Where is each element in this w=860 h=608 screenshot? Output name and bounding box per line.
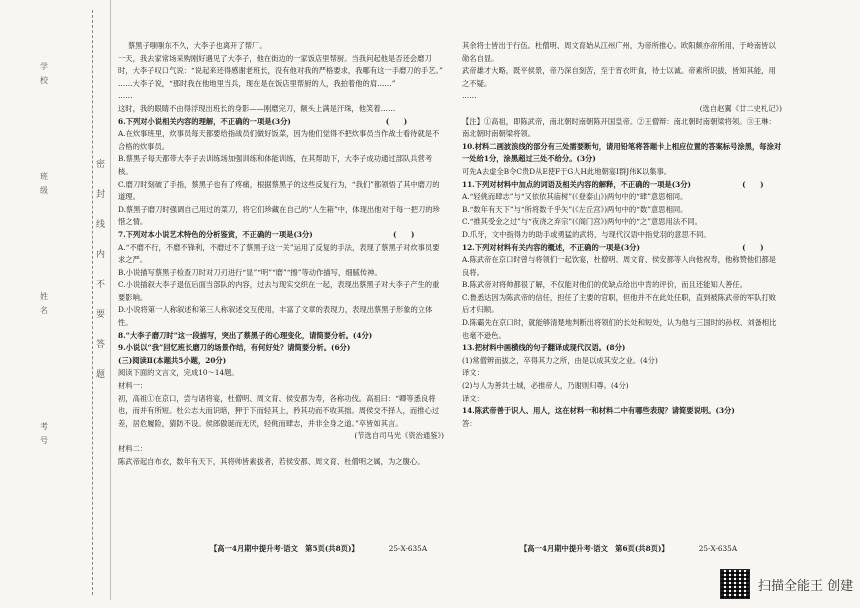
page-5-footer [210, 544, 427, 554]
page-6-footer [520, 544, 737, 554]
left-text-line: 阅读下面的文言文，完成10～14题。 [118, 368, 239, 378]
left-text-line: A.在炊事班里，炊事员每天都要给指战员们做好饭菜，因为他们觉得不把炊事员当作战士看待就是不合格的炊事员。 [118, 129, 440, 151]
page-5-footer-label: 【高一4月期中提升考·语文 第5页(共8页)】 [210, 544, 359, 553]
page-6-footer-label: 【高一4月期中提升考·语文 第6页(共8页)】 [520, 544, 669, 553]
left-text-line: D.小说将第一人称叙述和第三人称叙述交互使用，丰富了文章的表现力，表现出蔡黑子形象的立体性。 [118, 305, 433, 328]
right-text-line: A.“轻佻而肆志”与“又依依其庙树”(《登泰山》)两句中的“肆”意思相同。 [462, 192, 688, 202]
right-text-line: (2)与人为善共士城，必推帝人，乃谢则归尊。(4分) [462, 381, 629, 391]
right-text-line: D.陈霸先在京口时，就能够清楚地判断出将领们的长处和短处，认为他与三国时的孙权、刘备相比也毫不逊色。 [462, 318, 777, 340]
right-text-line: A.陈武帝在京口时曾与将领们一起饮宴，杜僧明、周文育、侯安都等人向他祝寿，他称赞他们都是良将。 [462, 255, 777, 277]
right-text-line: 武帝雄才大略，既平侯景，帝乃深自刻苦，至于宵衣旰食，待士以诚。帝素所识拔，皆知其能，用之不疑。 [462, 66, 776, 88]
right-text-line: C.“推其受金之过”与“夜浇之弃宗”(《阁门宫》)两句中的“之”意思用法不同。 [462, 217, 703, 227]
page-5-footer-code: 25-X-635A [388, 544, 428, 553]
left-text-line: 陈武帝起自布衣，数年有天下，其将帅皆素拔者，若侯安都、周文育、杜僧明之属，为之腹心。 [118, 456, 425, 466]
left-text-line: (三)阅读Ⅱ(本题共5小题，20分) [118, 355, 227, 365]
left-text-line: 初，高祖①在京口，尝与诸将宴，杜僧明、周文育、侯安都为寿，各称功伐。高祖曰：“卿等悉良将也，而并有所短。杜公志大而识暗，狎于下而轻其上，矜其功而不收其拙。周侯交不择人，而推心过差，居危履险，猜防不设。侯郎傲诞而无厌，轻佻而肆志，并非全身之道。”卒皆如其言。 [118, 393, 440, 428]
school-field: 学校 [40, 62, 48, 85]
right-text-line: 译文： [462, 393, 484, 403]
left-text-line: …… [118, 91, 133, 101]
right-text-line: B.“数年有天下”与“所将数千乎矢”(《左丘宫》)两句中的“数”意思相同。 [462, 204, 688, 214]
left-text-line: C.磨刀时刻破了手指，蔡黑子也有了疼痛，根据蔡黑子的这些反复行为，“我们”都领悟了其中磨刀的道理。 [118, 179, 440, 202]
binding-strip [0, 0, 111, 600]
right-text-line: (1)常僧辨而拔之，卒得其力之所，由是以成其安之业。(4分) [462, 355, 658, 365]
right-text-line: 译文： [462, 368, 484, 378]
left-text-line: D.蔡黑子磨刀时强调自己用过的菜刀，将它们珍藏在自己的“人生箱”中，体现出他对于每一把刀的珍惜之情。 [118, 204, 440, 227]
watermark-label: 扫描全能王 创建 [758, 578, 854, 594]
right-text-line: 11.下列对材料中加点的词语及相关内容的解释，不正确的一项是(3分) ( ) [462, 179, 764, 189]
left-text-line: 7.下列对本小说艺术特色的分析鉴赏，不正确的一项是(3分) ( ) [118, 229, 415, 239]
right-text-line: 12.下列对材料有关内容的概述，不正确的一项是(3分) ( ) [462, 242, 764, 252]
right-text-line: 可先A去虚全B令C贵D从E使F于G人H此地朝宴I群J伟K以集事。 [462, 166, 672, 176]
class-field: 班级 [40, 172, 48, 195]
page-5-column [118, 40, 444, 468]
left-text-line: B.小说描写蔡黑子检查刀时对刀刃进行“显”“明”“磨”“擦”等动作描写，细腻传神。 [118, 267, 382, 277]
left-text-line: 6.下列对小说相关内容的理解，不正确的一项是(3分) ( ) [118, 116, 408, 126]
left-text-line: B.蔡黑子每天都带大李子去训练场加强训练和体能训练，在其帮助下，大李子成功通过部队兵营考核。 [118, 154, 433, 176]
scanner-watermark [720, 570, 853, 598]
right-text-line: C.鲁悉达因为陈武帝的信任，担任了主要的官职，但他并不在此处任职，直到被陈武帝的军队打败后才归顺。 [462, 292, 777, 315]
seal-line-label: 密封线内不要答题 [96, 160, 106, 380]
left-text-line: 这时，我的眼睛不由得浮现出班长的身影——刚磨完刀，额头上满是汗珠，他笑着…… [118, 103, 396, 113]
right-text-line: 10.材料二画波浪线的部分有三处需要断句，请用铅笔将答题卡上相应位置的答案标号涂黑，每涂对一处给1分，涂黑超过三处不给分。(3分) [462, 141, 782, 164]
right-text-line: D.爪牙，文中指得力的助手或勇猛的武将，与现代汉语中指党羽的意思不同。 [462, 229, 711, 239]
left-text-line: 材料二： [118, 444, 148, 453]
page-6-footer-code: 25-X-635A [698, 544, 738, 553]
left-text-line: A.“不磨不行，不磨不锋利，不磨过不了蔡黑子这一关”运用了反复的手法，表现了蔡黑子对炊事员要求之严。 [118, 242, 440, 265]
left-text-line: (节选自司马光《资治通鉴》) [354, 431, 444, 441]
right-text-line: 答： [462, 418, 477, 428]
right-text-line: 13.把材料中画横线的句子翻译成现代汉语。(8分) [462, 343, 626, 353]
page-6-column [462, 40, 782, 430]
seal-line [92, 10, 93, 595]
right-text-line: 其余将士皆出于行伍。杜僧明、周文育始从江州广州，为帝所推心。欧阳颇亦帝所用，于岭南皆以勋名自显。 [462, 41, 776, 63]
left-text-line: ……大李子说，“那时我在他地里当兵，现在是在饭店里帮厨的人，我拍着他的肩……” [118, 78, 396, 88]
left-text-line: 9.小说以“我”回忆班长磨刀的场景作结，有何好处？请简要分析。(6分) [118, 343, 351, 353]
left-text-line: 蔡黑子嗤嗤东不久，大李子也离开了帮厂。 [128, 41, 267, 50]
qr-code-icon [720, 569, 750, 599]
exam-number-field: 考号 [40, 422, 48, 445]
name-field: 姓名 [40, 292, 48, 315]
right-text-line: …… [462, 91, 477, 101]
left-text-line: 一天，我去家常场采购刚好遇见了大李子，他在街边的一家饭店里帮厨。当我问起他是否还会磨刀时，大李子叹口气说：“说起来还得感谢老班长，没有他对我的严格要求，我哪有这一手磨刀的手艺。” [118, 53, 443, 76]
right-text-line: B.陈武帝对将帅都很了解，不仅能对他们的优缺点给出中肯的评价，而且还能知人善任。 [462, 280, 747, 290]
left-text-line: 8.“大李子磨刀时”这一段描写，突出了蔡黑子的心理变化，请简要分析。(4分) [118, 330, 373, 340]
right-text-line: 【注】①高祖，即陈武帝，南北朝时南朝陈开国皇帝。②王僧辩：南北朝时南朝梁将领。③王琳：南北朝时南朝梁将领。 [462, 116, 776, 139]
left-text-line: 材料一： [118, 381, 148, 391]
right-text-line: (选自赵翼《廿二史札记》) [699, 103, 782, 113]
left-text-line: C.小说插叙大李子退伍后面当部队的内容，过去与现实交织在一起，表现出蔡黑子对大李子产生的重要影响。 [118, 280, 440, 302]
right-text-line: 14.陈武帝善于识人、用人，这在材料一和材料二中有哪些表现？请简要说明。(3分) [462, 406, 735, 416]
